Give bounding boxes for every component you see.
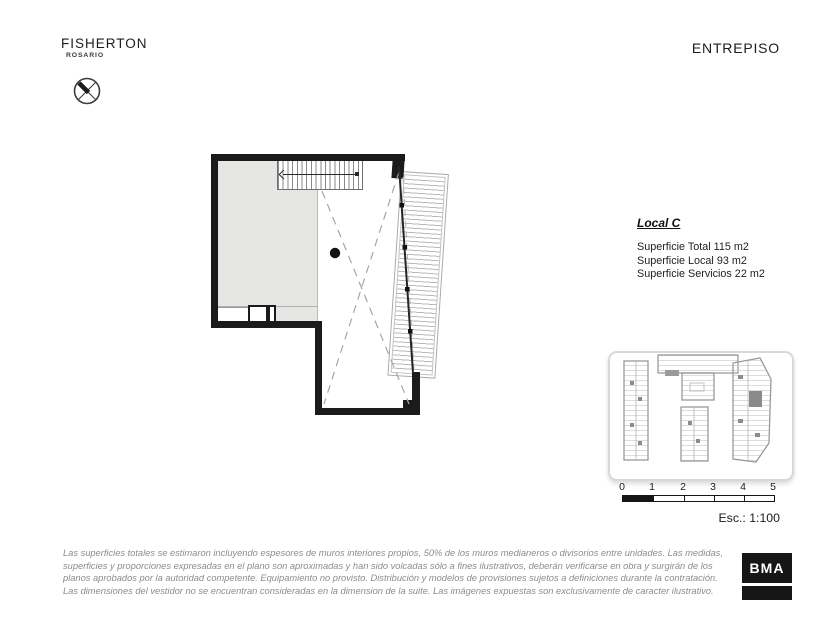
facade-column-3 [405,287,410,292]
disclaimer-line-4: Las dimensiones del vestidor no se encuentran consideradas en la dimension de la suite. Las imágenes expuestas son exclusivamente de caracter ilustrativo. [63,585,714,596]
scale-label-5: 5 [770,481,776,493]
scale-filled-segment [623,496,653,501]
project-city: ROSARIO [66,52,105,59]
scale-label-2: 2 [680,481,686,493]
facade-column-1 [400,203,405,208]
disclaimer-line-1: Las superficies totales se estimaron incluyendo espesores de muros interiores propios, 50% de los muros medianeros o divisorios entre unidades. Las medidas, [63,548,723,558]
column-dot [330,248,340,258]
unit-name: Local C [637,216,681,230]
void-cross-line-1 [322,191,409,404]
unit-surface-services: Superficie Servicios 22 m2 [637,268,765,281]
keyplan-building-left [624,361,648,460]
facade-column-4 [408,329,413,334]
bma-logo-text: BMA [749,560,785,576]
unit-surface-local: Superficie Local 93 m2 [637,254,747,267]
bma-logo-divider [742,583,792,586]
scale-tick-4 [744,496,745,501]
facade-column-2 [403,245,408,250]
project-title: FISHERTON [61,36,148,51]
scale-tick-2 [684,496,685,501]
scale-tick-3 [714,496,715,501]
disclaimer-line-3: planos aprobados por la autoridad competente. Equipamiento no provisto. Distribución y modelos de provisiones sujetos a definiciones durante la contratación. [63,573,718,584]
scale-label-4: 4 [740,481,746,493]
unit-info [637,216,765,282]
key-plan [608,351,794,481]
disclaimer-line-2: superficies y proporciones expresadas en el plano son aproximadas y han sido volcadas sólo a fines ilustrativos, deberán verificarse en obra y surgirán de los [63,560,713,571]
scale-tick-1 [653,496,654,501]
key-plan-drawing [610,353,788,475]
keyplan-unit-highlight [749,391,762,407]
keyplan-building-center [681,407,708,461]
scale-label-0: 0 [619,481,625,493]
scale-label-1: 1 [649,481,655,493]
facade-dashed-line [403,177,414,371]
disclaimer [63,547,723,597]
page-title: ENTREPISO [691,40,780,56]
keyplan-building-top [658,355,738,400]
scale-rule [622,495,775,502]
scale-bar [619,481,776,505]
scale-caption: Esc.: 1:100 [718,511,780,525]
bma-logo [742,553,792,600]
unit-surface-total: Superficie Total 115 m2 [637,241,749,253]
facade-edge-line [399,166,413,373]
keyplan-building-right [733,358,771,462]
scale-label-3: 3 [710,481,716,493]
